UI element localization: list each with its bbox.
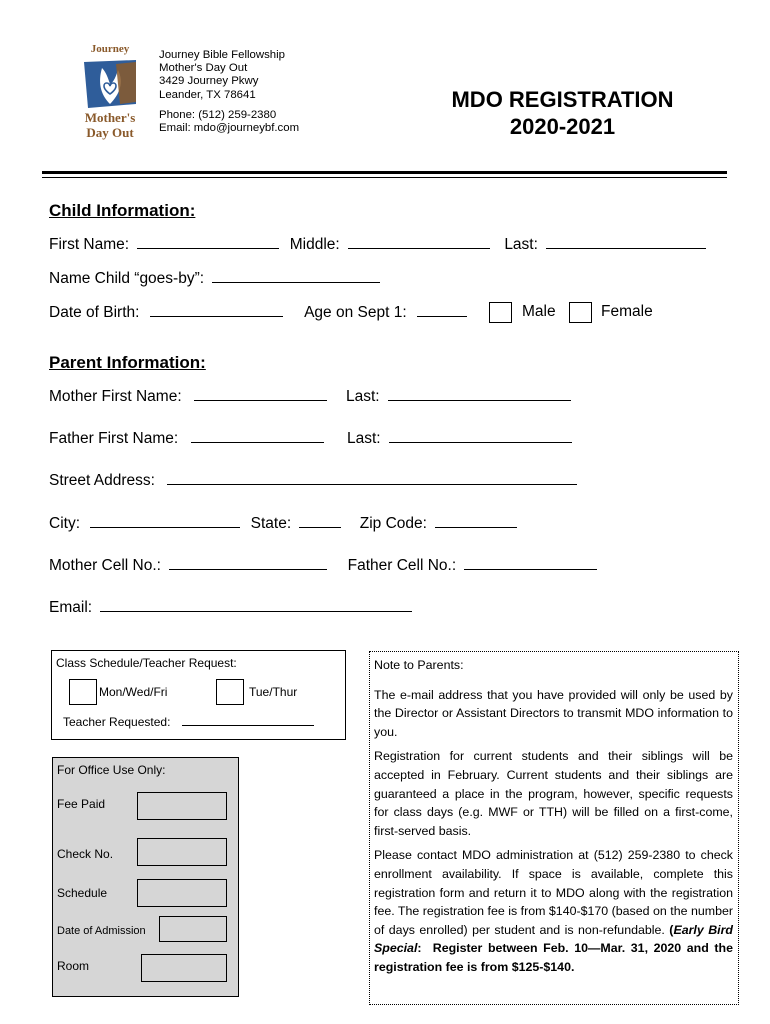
dob-row [49, 303, 467, 322]
mwf-label: Mon/Wed/Fri [99, 685, 168, 699]
male-label: Male [522, 303, 556, 320]
child-name-row [49, 235, 706, 254]
admission-field[interactable] [159, 916, 227, 942]
check-no-label: Check No. [57, 847, 114, 861]
father-last-row [347, 429, 572, 448]
teacher-field[interactable] [182, 715, 314, 726]
note-title: Note to Parents: [374, 658, 464, 672]
early-bird-details: Register between Feb. 10—Mar. 31, 2020 and the registration fee is from $125-$140. [374, 941, 734, 974]
mother-first-field[interactable] [194, 387, 327, 401]
city-row [49, 514, 517, 533]
cell-row [49, 556, 597, 575]
state-field[interactable] [299, 514, 341, 528]
mother-last-field[interactable] [388, 387, 571, 401]
child-last-name-field[interactable] [546, 235, 706, 249]
mother-first-label: Mother First Name: [49, 388, 182, 405]
father-last-field[interactable] [389, 429, 572, 443]
goes-by-field[interactable] [212, 269, 380, 283]
email-field[interactable] [100, 598, 412, 612]
email-row [49, 598, 412, 617]
street-label: Street Address: [49, 472, 155, 489]
teacher-row [63, 715, 314, 729]
father-name-row [49, 429, 324, 448]
schedule-title: Class Schedule/Teacher Request: [56, 656, 237, 670]
street-line: 3429 Journey Pkwy [159, 75, 259, 88]
early-bird-label: Early Bird Special [374, 922, 733, 956]
check-no-field[interactable] [137, 838, 227, 866]
father-last-label: Last: [347, 430, 381, 447]
contact-block [159, 49, 299, 135]
female-checkbox[interactable] [569, 302, 592, 323]
age-label: Age on Sept 1: [304, 304, 407, 321]
office-schedule-field[interactable] [137, 879, 227, 907]
logo-line2: Day Out [86, 125, 134, 140]
note-paragraph-email: The e-mail address that you have provided will only be used by the Director or Assistant Directors to transmit MDO information to you. [374, 687, 733, 739]
father-first-label: Father First Name: [49, 430, 179, 447]
goes-by-row [49, 269, 380, 288]
teacher-label: Teacher Requested: [63, 715, 171, 729]
mother-last-label: Last: [346, 388, 380, 405]
room-label: Room [57, 959, 90, 973]
female-label: Female [601, 303, 653, 320]
schedule-label: Schedule [57, 886, 108, 900]
room-field[interactable] [141, 954, 227, 982]
header-divider-thick [42, 171, 727, 174]
street-row [49, 471, 577, 490]
journey-mothers-day-out-logo [80, 42, 140, 142]
zip-label: Zip Code: [359, 515, 427, 532]
admission-label: Date of Admission [57, 925, 146, 937]
logo-hands-icon [80, 42, 140, 142]
mother-cell-field[interactable] [169, 556, 327, 570]
email-line: Email: mdo@journeybf.com [159, 122, 300, 135]
mother-cell-label: Mother Cell No.: [49, 557, 161, 574]
city-field[interactable] [90, 514, 240, 528]
phone-line: Phone: (512) 259-2380 [159, 108, 277, 121]
father-first-field[interactable] [191, 429, 324, 443]
child-middle-name-field[interactable] [348, 235, 490, 249]
note-contact-text: Please contact MDO administration at (512) 259-2380 to check enrollment availability. If space is available, complete this registration form and return it to MDO along with the registration fee. The registration fee is from $140-$170 (based on the number of days enrolled) per student and is non-refundable. [374, 848, 733, 937]
street-field[interactable] [167, 471, 577, 485]
last-label: Last: [504, 236, 538, 253]
father-cell-label: Father Cell No.: [347, 557, 457, 574]
org-name: Journey Bible Fellowship [159, 49, 285, 61]
title-line1: MDO REGISTRATION [451, 87, 674, 112]
mother-name-row [49, 387, 327, 406]
tt-label: Tue/Thur [249, 685, 298, 699]
age-field[interactable] [417, 303, 467, 317]
title-line2: 2020-2021 [509, 114, 616, 139]
mother-last-row [346, 387, 571, 406]
note-to-parents [369, 651, 739, 1005]
dob-field[interactable] [150, 303, 283, 317]
child-first-name-field[interactable] [137, 235, 279, 249]
first-name-label: First Name: [49, 236, 130, 253]
zip-field[interactable] [435, 514, 517, 528]
note-paragraph-registration: Registration for current students and their siblings will be accepted in February. Current students and their siblings are guaranteed a place in the program, however, specific requests for class days (e.g. MWF or TTH) will be filled on a first-come, first-served basis. [374, 749, 733, 838]
mwf-checkbox[interactable] [69, 679, 97, 705]
state-label: State: [250, 515, 292, 532]
class-schedule-box [51, 650, 346, 740]
city-line: Leander, TX 78641 [159, 88, 256, 101]
logo-top-text: Journey [90, 43, 130, 55]
office-use-box [52, 757, 239, 997]
child-info-heading: Child Information: [49, 201, 196, 220]
parent-info-heading: Parent Information: [49, 353, 206, 372]
note-paragraph-contact: Please contact MDO administration at (512) 259-2380 to check enrollment availability. If space is available, complete this registration form and return it to MDO along with the registration fee. The registration fee is from $140-$170 (based on the number of days enrolled) per student and is non-refundable. (Early Bird Special: Register between Feb. 10—Mar. 31, 2020 and the registration fee is from $125-$140. [374, 848, 734, 974]
dob-label: Date of Birth: [49, 304, 140, 321]
email-label: Email: [49, 599, 93, 616]
fee-paid-label: Fee Paid [57, 797, 106, 811]
fee-paid-field[interactable] [137, 792, 227, 820]
program-name: Mother's Day Out [159, 62, 248, 75]
middle-label: Middle: [289, 236, 340, 253]
header-divider-thin [42, 177, 727, 178]
logo-line1: Mother's [84, 110, 136, 125]
city-label: City: [49, 515, 80, 532]
goes-by-label: Name Child “goes-by”: [49, 270, 205, 287]
page-title [420, 86, 705, 140]
tt-checkbox[interactable] [216, 679, 244, 705]
male-checkbox[interactable] [489, 302, 512, 323]
father-cell-field[interactable] [464, 556, 597, 570]
office-title: For Office Use Only: [57, 763, 166, 777]
